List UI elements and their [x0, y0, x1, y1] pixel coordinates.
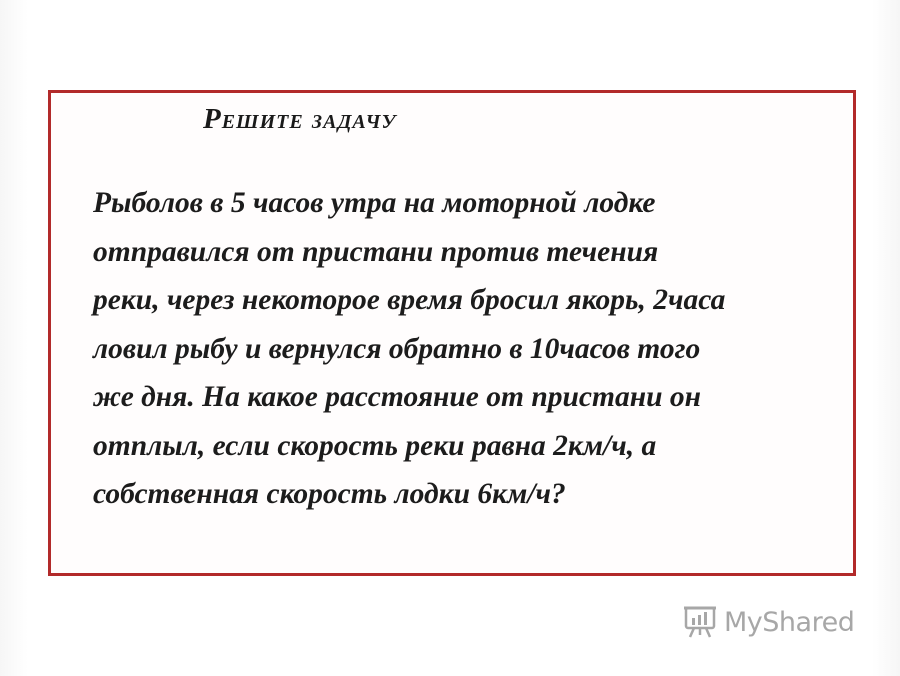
task-line: отплыл, если скорость реки равна 2км/ч, а [93, 429, 657, 462]
task-line: собственная скорость лодки 6км/ч? [93, 478, 566, 510]
task-line: реки, через некоторое время бросил якорь, 2часа [93, 284, 726, 316]
task-line: ловил рыбу и вернулся обратно в 10часов того [93, 332, 701, 365]
task-text [93, 179, 813, 519]
watermark-text: MyShared [724, 606, 855, 638]
task-line: же дня. На какое расстояние от пристани он [93, 381, 701, 413]
slide-title: Решите задачу [203, 103, 397, 135]
task-frame [48, 90, 856, 576]
task-line: Рыболов в 5 часов утра на моторной лодке [93, 187, 656, 219]
presentation-board-icon [682, 604, 718, 640]
myshared-watermark [682, 602, 854, 642]
task-line: отправился от пристани против течения [93, 235, 659, 268]
